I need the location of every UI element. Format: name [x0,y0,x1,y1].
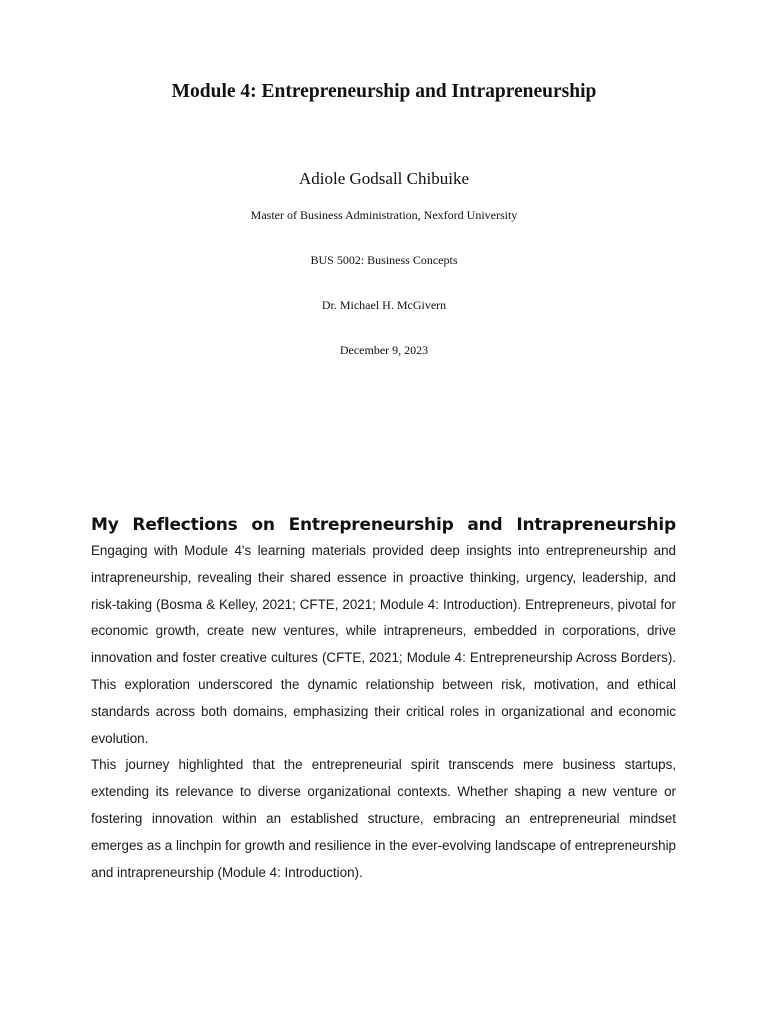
document-title: Module 4: Entrepreneurship and Intrapreneurship [171,81,597,102]
instructor-name: Dr. Michael H. McGivern [321,298,447,312]
body-paragraph: This journey highlighted that the entrepreneurial spirit transcends mere business startups, extending its relevance to diverse organizational contexts. Whether shaping a new venture or fostering innovation within an established structure, embracing an entrepreneurial mindset emerges as a linchpin for growth and resilience in the ever-evolving landscape of entrepreneurship and intrapreneurship (Module 4: Introduction). [91,757,676,880]
program-affiliation: Master of Business Administration, Nexford University [250,208,518,222]
body-paragraph: Engaging with Module 4's learning materials provided deep insights into entrepreneurship and intrapreneurship, revealing their shared essence in proactive thinking, urgency, leadership, and risk-taking (Bosma & Kelley, 2021; CFTE, 2021; Module 4: Introduction). Entrepreneurs, pivotal for economic growth, create new ventures, while intrapreneurs, embedded in corporations, drive innovation and foster creative cultures (CFTE, 2021; Module 4: Entrepreneurship Across Borders). This exploration underscored the dynamic relationship between risk, motivation, and ethical standards across both domains, emphasizing their critical roles in organizational and economic evolution. [91,543,676,746]
submission-date: December 9, 2023 [339,343,429,357]
reflection-section [91,512,676,886]
section-heading: My Reflections on Entrepreneurship and Intrapreneurship [91,515,676,535]
author-name: Adiole Godsall Chibuike [299,169,469,188]
course-name: BUS 5002: Business Concepts [310,253,458,267]
